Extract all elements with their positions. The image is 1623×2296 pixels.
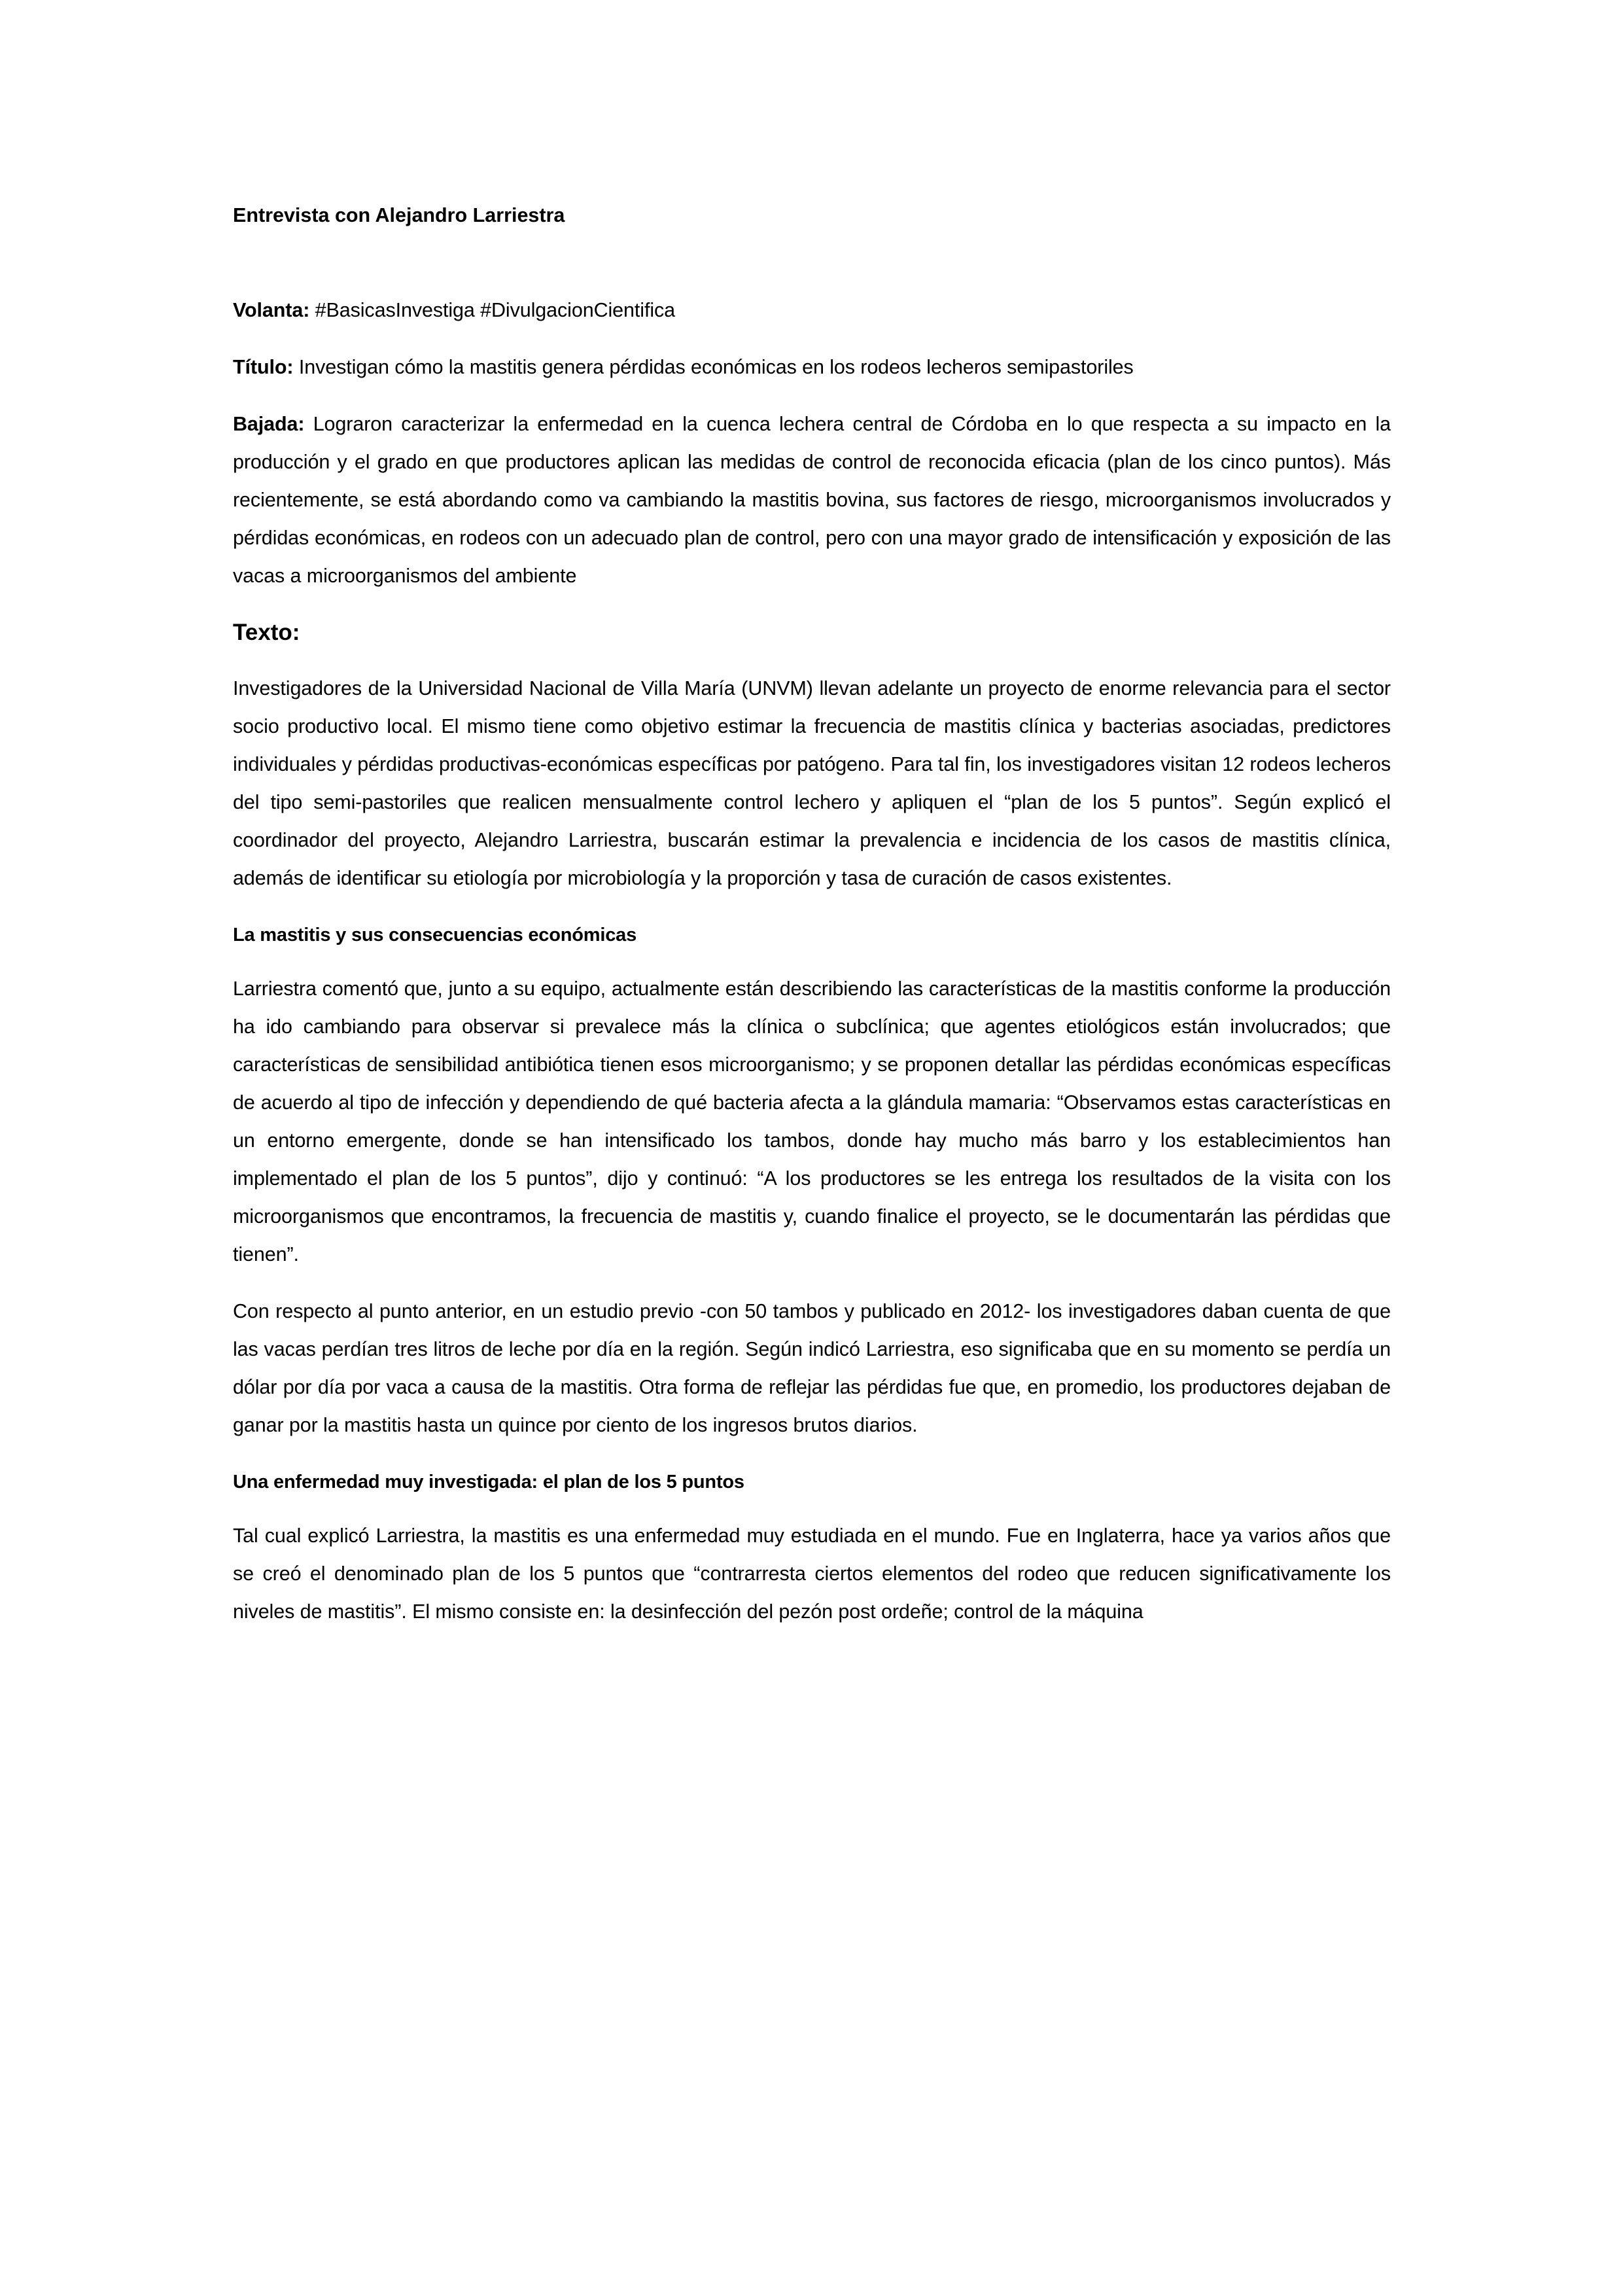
volanta-value: #BasicasInvestiga #DivulgacionCientifica — [309, 299, 676, 321]
titulo-value: Investigan cómo la mastitis genera pérdidas económicas en los rodeos lecheros semipastoriles — [293, 356, 1134, 378]
document-title-line: Entrevista con Alejandro Larriestra — [233, 204, 565, 226]
paragraph-intro: Investigadores de la Universidad Nacional de Villa María (UNVM) llevan adelante un proyecto de enorme relevancia para el sector socio productivo local. El mismo tiene como objetivo estimar la frecuencia de mastitis clínica y bacterias asociadas, predictores individuales y pérdidas productivas-económicas específicas por patógeno. Para tal fin, los investigadores visitan 12 rodeos lecheros del tipo semi-pastoriles que realicen mensualmente control lechero y apliquen el “plan de los 5 puntos”. Según explicó el coordinador del proyecto, Alejandro Larriestra, buscarán estimar la prevalencia e incidencia de los casos de mastitis clínica, además de identificar su etiología por microbiología y la proporción y tasa de curación de casos existentes. — [233, 677, 1391, 889]
bajada-value: Lograron caracterizar la enfermedad en la cuenca lechera central de Córdoba en lo que respecta a su impacto en la producción y el grado en que productores aplican las medidas de control de reconocida eficacia (plan de los cinco puntos). Más recientemente, se está abordando como va cambiando la mastitis bovina, sus factores de riesgo, microorganismos involucrados y pérdidas económicas, en rodeos con un adecuado plan de control, pero con una mayor grado de intensificación y exposición de las vacas a microorganismos del ambiente — [233, 413, 1391, 587]
subheading-plan-cinco-puntos: Una enfermedad muy investigada: el plan de los 5 puntos — [233, 1472, 744, 1492]
bajada-field — [233, 405, 1391, 595]
volanta-field — [233, 291, 1391, 329]
document-body — [233, 196, 1391, 1631]
paragraph-caracteristicas-mastitis: Larriestra comentó que, junto a su equipo, actualmente están describiendo las características de la mastitis conforme la producción ha ido cambiando para observar si prevalece más la clínica o subclínica; que agentes etiológicos están involucrados; que características de sensibilidad antibiótica tienen esos microorganismo; y se proponen detallar las pérdidas económicas específicas de acuerdo al tipo de infección y dependiendo de qué bacteria afecta a la glándula mamaria: “Observamos estas características en un entorno emergente, donde se han intensificado los tambos, donde hay mucho más barro y los establecimientos han implementado el plan de los 5 puntos”, dijo y continuó: “A los productores se les entrega los resultados de la visita con los microorganismos que encontramos, la frecuencia de mastitis y, cuando finalice el proyecto, se le documentarán las pérdidas que tienen”. — [233, 978, 1391, 1265]
texto-section-heading: Texto: — [233, 620, 300, 645]
bajada-label: Bajada: — [233, 413, 305, 435]
paragraph-plan-cinco-puntos: Tal cual explicó Larriestra, la mastitis es una enfermedad muy estudiada en el mundo. Fue en Inglaterra, hace ya varios años que se creó el denominado plan de los 5 puntos que “contrarresta ciertos elementos del rodeo que reducen significativamente los niveles de mastitis”. El mismo consiste en: la desinfección del pezón post ordeñe; control de la máquina — [233, 1525, 1391, 1623]
titulo-label: Título: — [233, 356, 294, 378]
subheading-consecuencias-economicas: La mastitis y sus consecuencias económicas — [233, 925, 637, 945]
volanta-label: Volanta: — [233, 299, 310, 321]
paragraph-estudio-previo: Con respecto al punto anterior, en un estudio previo -con 50 tambos y publicado en 2012- los investigadores daban cuenta de que las vacas perdían tres litros de leche por día en la región. Según indicó Larriestra, eso significaba que en su momento se perdía un dólar por día por vaca a causa de la mastitis. Otra forma de reflejar las pérdidas fue que, en promedio, los productores dejaban de ganar por la mastitis hasta un quince por ciento de los ingresos brutos diarios. — [233, 1300, 1391, 1436]
titulo-field — [233, 348, 1391, 386]
